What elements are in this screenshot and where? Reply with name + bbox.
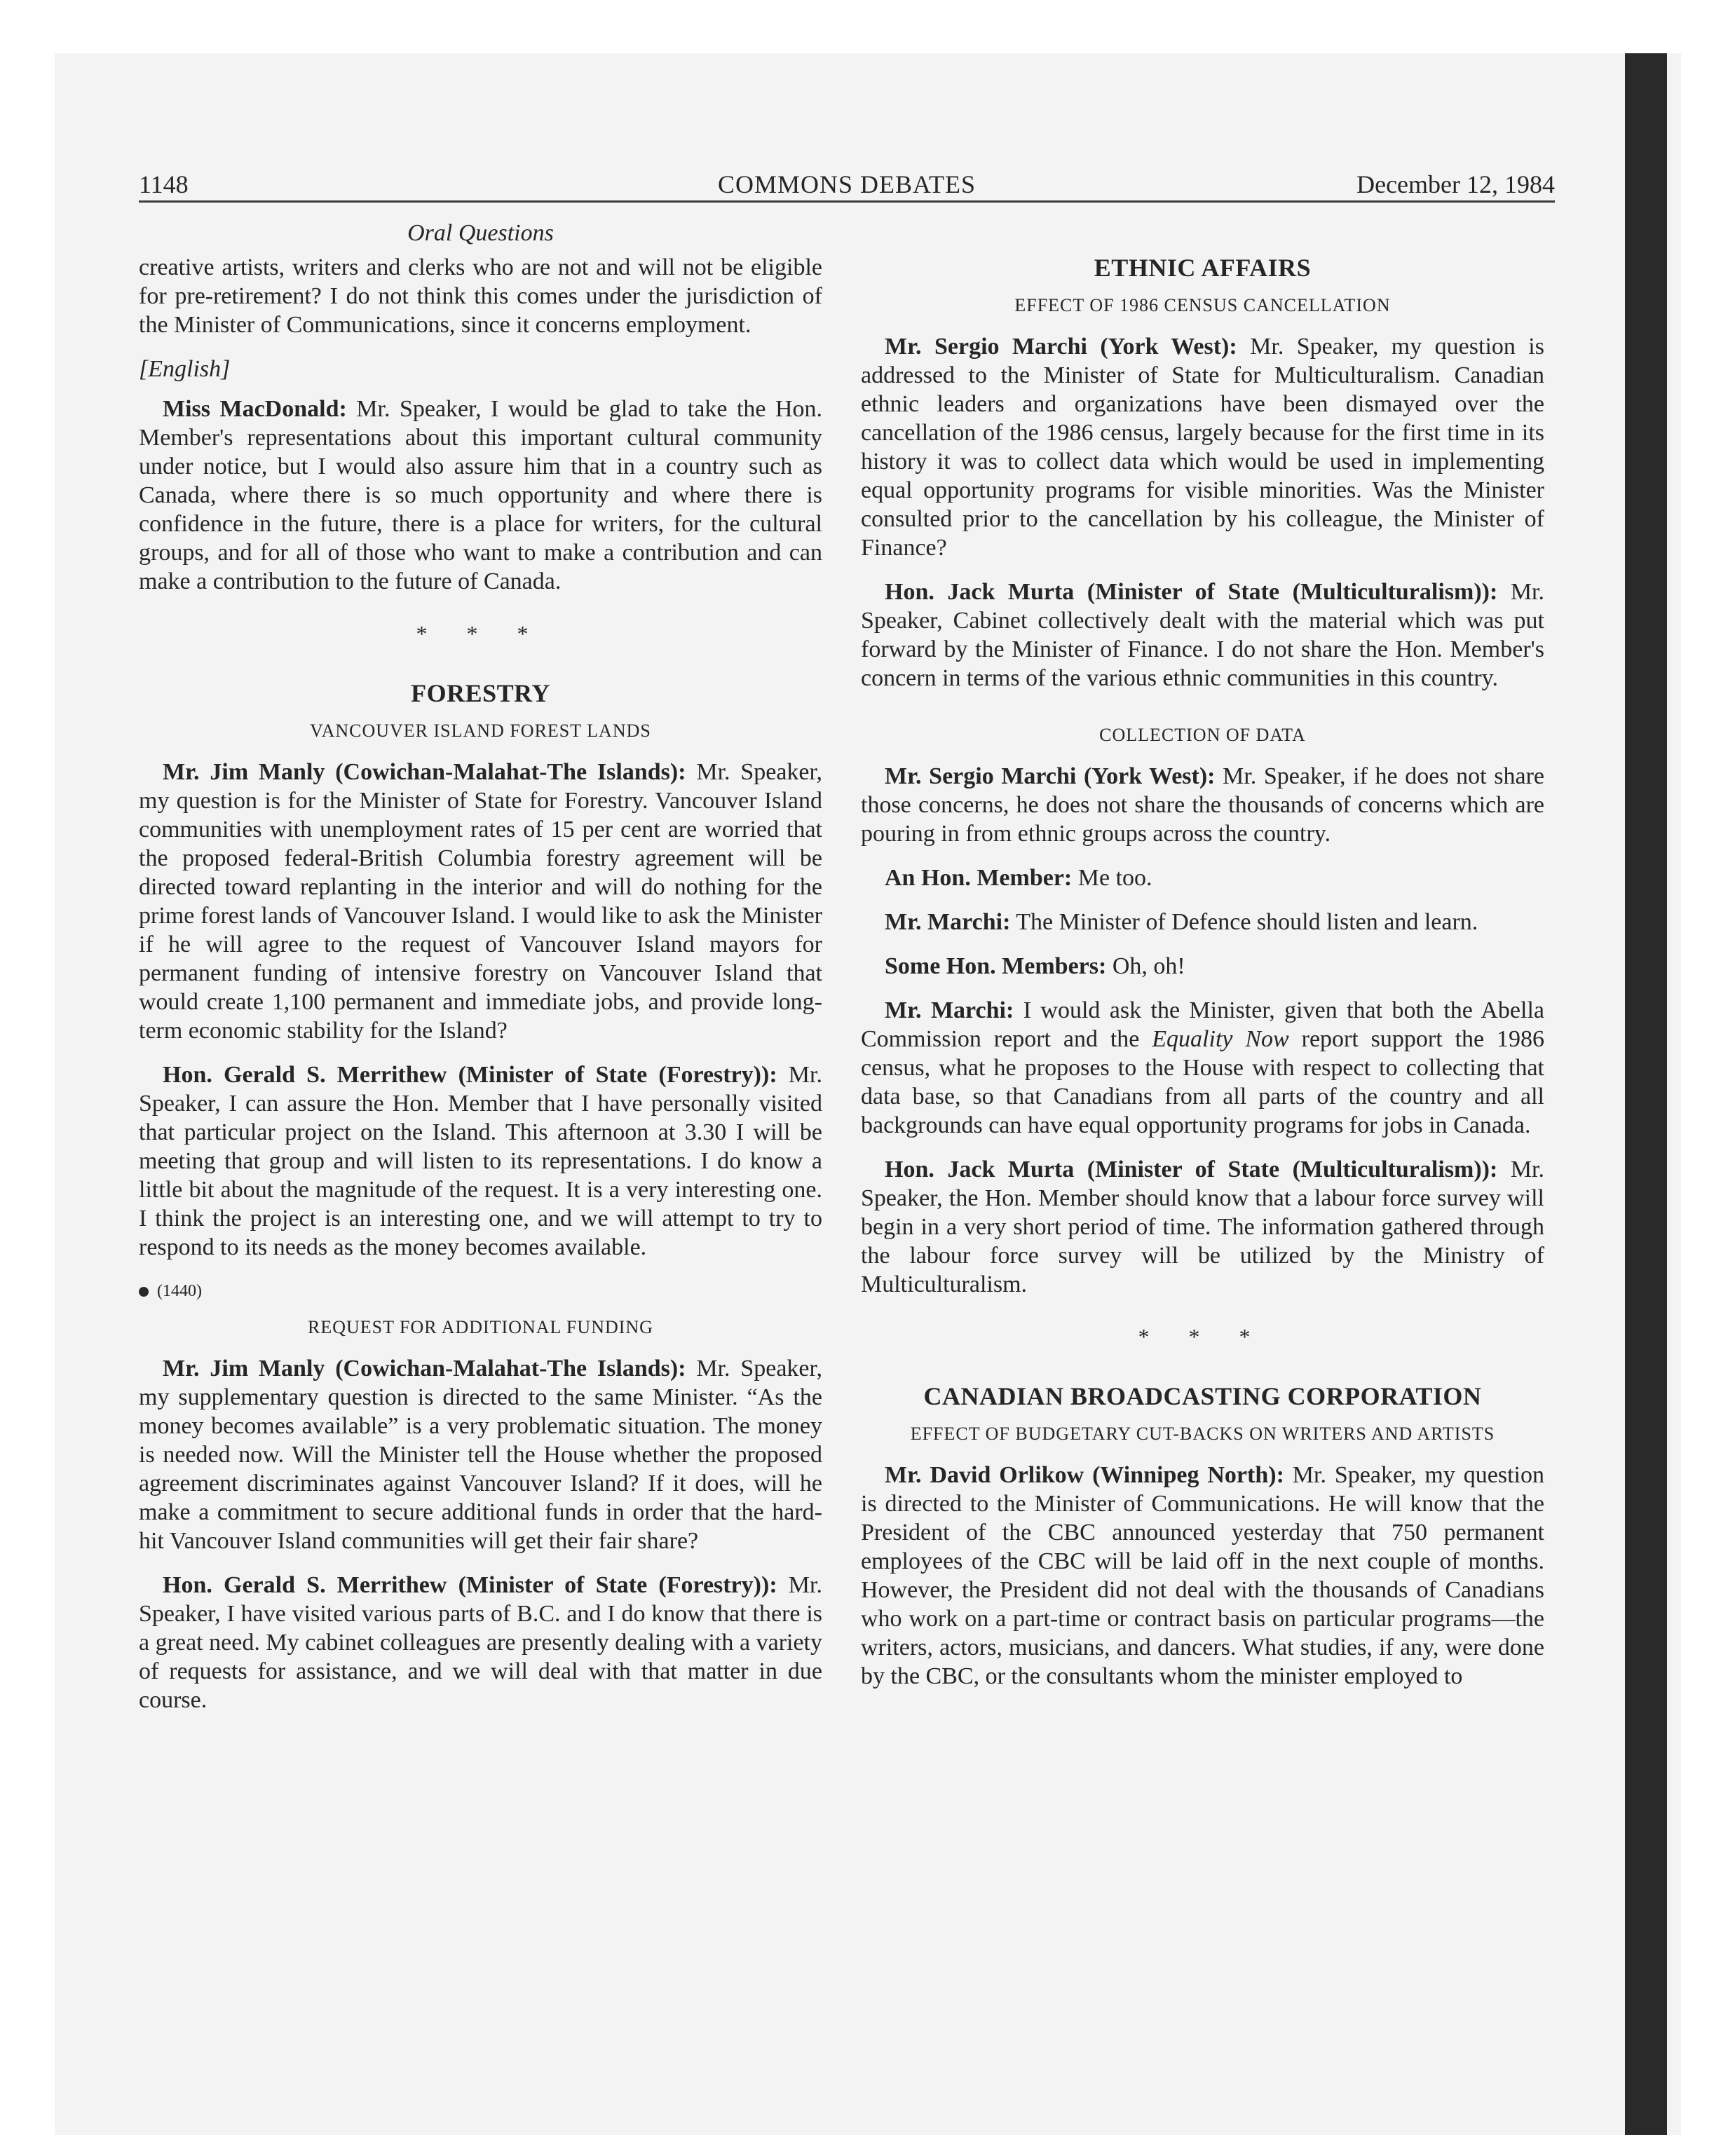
section-label: Oral Questions (407, 220, 554, 246)
speaker-name: Hon. Gerald S. Merrithew (Minister of State (Forestry)): (163, 1062, 777, 1088)
speech-paragraph (139, 1060, 822, 1262)
speaker-name: Hon. Jack Murta (Minister of State (Multiculturalism)): (885, 579, 1498, 605)
speaker-name: Mr. Sergio Marchi (York West): (885, 334, 1237, 360)
speaker-name: Mr. Jim Manly (Cowichan-Malahat-The Islands): (163, 759, 686, 785)
speech-text: Mr. Speaker, I have visited various parts of B.C. and I do know that there is a great need. My cabinet colleagues are presently dealing with a variety of requests for assistance, and we will deal with that matter in due course. (139, 1572, 822, 1713)
speaker-name: An Hon. Member: (885, 865, 1073, 891)
speech-text: Mr. Speaker, Cabinet collectively dealt with the material which was put forward by the Minister of Finance. I do not share the Hon. Member's concern in terms of the various ethnic communities in this country. (861, 579, 1544, 691)
speech-text: Mr. Speaker, if he does not share those concerns, he does not share the thousands of concerns which are pouring in from ethnic groups across the country. (861, 763, 1544, 847)
speech-text: I would ask the Minister, given that both the Abella Commission report and the (861, 997, 1544, 1052)
speech-paragraph (139, 758, 822, 1045)
speaker-name: Mr. Jim Manly (Cowichan-Malahat-The Islands): (163, 1356, 686, 1381)
speech-text: Mr. Speaker, my question is directed to the Minister of Communications. He will know that the President of the CBC announced yesterday that 750 permanent employees of the CBC will be laid off in the next couple of months. However, the President did not deal with the thousands of Canadians who work on a part-time or contract basis on particular programs—the writers, actors, musicians, and dancers. What studies, if any, were done by the CBC, or the consultants whom the minister employed to (861, 1462, 1544, 1689)
speaker-name: Some Hon. Members: (885, 953, 1107, 979)
speech-paragraph (861, 762, 1544, 848)
section-heading: FORESTRY (411, 679, 550, 707)
paragraph (139, 253, 822, 339)
scan-edge-strip (1625, 53, 1667, 2135)
time-marker (139, 1277, 822, 1306)
section-subheading: EFFECT OF 1986 CENSUS CANCELLATION (1014, 295, 1391, 315)
speech-paragraph (139, 1571, 822, 1714)
speaker-name: Mr. Marchi: (885, 997, 1014, 1023)
speech-text: Mr. Speaker, my question is for the Minister of State for Forestry. Vancouver Island communities with unemployment rates of 15 per cent are worried that the proposed federal-British Columbia forestry agreement will be directed toward replanting in the interior and will do nothing for the prime forest lands of Vancouver Island. I would like to ask the Minister if he will agree to the request of Vancouver Island mayors for permanent funding of intensive forestry on Vancouver Island that would create 1,100 permanent and immediate jobs, and provide long-term economic stability for the Island? (139, 759, 822, 1044)
speech-paragraph (861, 952, 1544, 981)
paragraph-text: creative artists, writers and clerks who are not and will not be eligible for pre-retirement? I do not think this comes under the jurisdiction of the Minister of Communications, since it concerns employment. (139, 254, 822, 338)
speech-paragraph (861, 996, 1544, 1140)
speech-paragraph (861, 1155, 1544, 1299)
section-subheading: EFFECT OF BUDGETARY CUT-BACKS ON WRITERS AND ARTISTS (910, 1424, 1495, 1444)
speech-paragraph (861, 908, 1544, 936)
section-separator: * * * (1138, 1324, 1267, 1349)
left-column (139, 219, 822, 1730)
section-subheading: COLLECTION OF DATA (1099, 725, 1306, 745)
speech-paragraph (861, 864, 1544, 892)
speech-text: Mr. Speaker, I can assure the Hon. Member that I have personally visited that particular project on the Island. This afternoon at 3.30 I will be meeting that group and will listen to its representations. I do know a little bit about the magnitude of the request. It is a very interesting one. I think the project is an interesting one, and we will attempt to try to respond to its needs as the money becomes available. (139, 1062, 822, 1260)
language-marker: [English] (139, 356, 231, 382)
publication-date: December 12, 1984 (1356, 170, 1555, 198)
publication-title: COMMONS DEBATES (717, 170, 977, 198)
report-title: Equality Now (1152, 1026, 1289, 1052)
time-stamp: (1440) (157, 1282, 202, 1300)
speaker-name: Mr. Marchi: (885, 909, 1011, 935)
page-number: 1148 (139, 170, 189, 198)
speech-paragraph (861, 578, 1544, 692)
speech-paragraph (861, 1461, 1544, 1691)
right-column (861, 254, 1544, 1706)
section-subheading: REQUEST FOR ADDITIONAL FUNDING (308, 1317, 653, 1337)
section-separator: * * * (416, 621, 545, 646)
section-heading: CANADIAN BROADCASTING CORPORATION (923, 1382, 1482, 1410)
speech-paragraph (861, 332, 1544, 562)
speech-text: report support the 1986 census, what he proposes to the House with respect to collecting that data base, so that Canadians from all parts of the country and all backgrounds can have equal opportunity programs for jobs in Canada. (861, 1026, 1544, 1138)
speaker-name: Mr. Sergio Marchi (York West): (885, 763, 1216, 789)
speaker-name: Hon. Gerald S. Merrithew (Minister of State (Forestry)): (163, 1572, 777, 1598)
speech-text: Mr. Speaker, I would be glad to take the Hon. Member's representations about this important cultural community under notice, but I would also assure him that in a country such as Canada, where there is so much opportunity and where there is confidence in the future, there is a place for writers, for the cultural groups, and for all of those who want to make a contribution and can make a contribution to the future of Canada. (139, 396, 823, 594)
running-header (139, 170, 1555, 203)
speaker-name: Hon. Jack Murta (Minister of State (Multiculturalism)): (885, 1157, 1498, 1182)
speech-paragraph (139, 1354, 822, 1555)
speech-text: Mr. Speaker, my question is addressed to the Minister of State for Multiculturalism. Canadian ethnic leaders and organizations have been dismayed over the cancellation of the 1986 census, largely because for the first time in its history it was to collect data which would be used in implementing equal opportunity programs for visible minorities. Was the Minister consulted prior to the cancellation by his colleague, the Minister of Finance? (861, 334, 1544, 561)
speaker-name: Miss MacDonald: (163, 396, 347, 422)
speech-text: The Minister of Defence should listen and learn. (1010, 909, 1478, 935)
bullet-icon (139, 1287, 149, 1297)
section-subheading: VANCOUVER ISLAND FOREST LANDS (310, 721, 651, 741)
section-heading: ETHNIC AFFAIRS (1094, 254, 1312, 282)
speech-paragraph (139, 395, 822, 596)
speech-text: Mr. Speaker, my supplementary question is directed to the same Minister. “As the money becomes available” is a very problematic situation. The money is needed now. Will the Minister tell the House whether the proposed agreement discriminates against Vancouver Island? If it does, will he make a commitment to secure additional funds in order that the hard-hit Vancouver Island communities will get their fair share? (139, 1356, 822, 1554)
speaker-name: Mr. David Orlikow (Winnipeg North): (885, 1462, 1284, 1488)
speech-text: Mr. Speaker, the Hon. Member should know that a labour force survey will begin in a very short period of time. The information gathered through the labour force survey will be utilized by the Ministry of Multiculturalism. (861, 1157, 1544, 1297)
speech-text: Me too. (1072, 865, 1152, 891)
speech-text: Oh, oh! (1106, 953, 1185, 979)
